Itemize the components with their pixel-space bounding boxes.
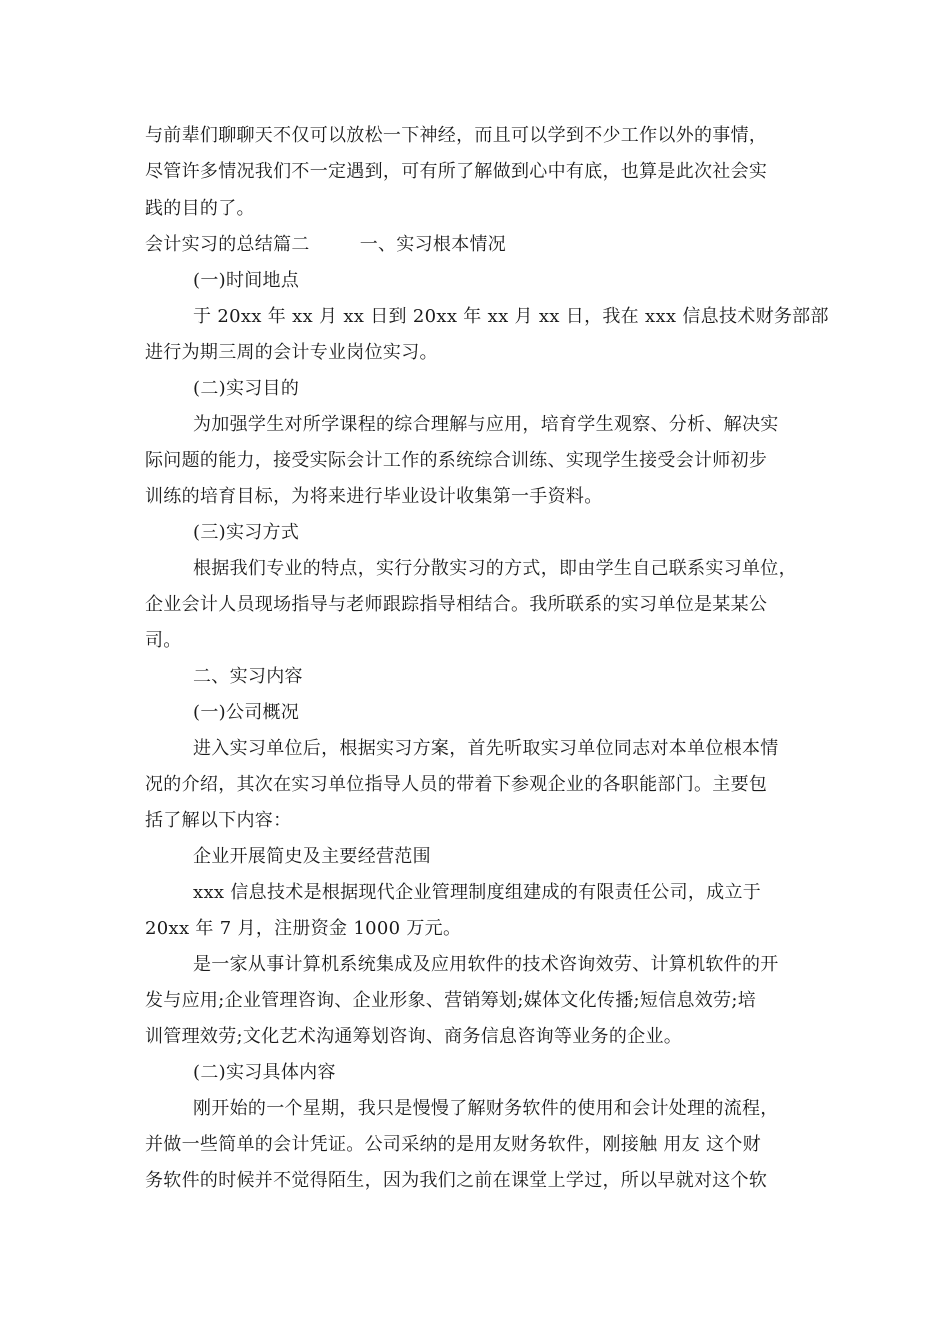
text-line: 为加强学生对所学课程的综合理解与应用，培育学生观察、分析、解决实 [193,414,779,435]
section-heading: 二、实习内容 [193,666,303,687]
text-line: 际问题的能力，接受实际会计工作的系统综合训练、实现学生接受会计师初步 [145,450,768,471]
text-line: 并做一些简单的会计凭证。公司采纳的是用友财务软件，刚接触 用友 这个财 [145,1134,761,1155]
subsection-heading: (三)实习方式 [193,522,300,543]
text-line: 20xx 年 7 月，注册资金 1000 万元。 [145,918,462,939]
article-title: 会计实习的总结篇二 [145,234,310,255]
text-line: 于 20xx 年 xx 月 xx 日到 20xx 年 xx 月 xx 日，我在 xxx 信息技术财务部部 [193,306,829,327]
text-line: 根据我们专业的特点，实行分散实习的方式，即由学生自己联系实习单位， [193,558,797,579]
subsection-heading: (二)实习目的 [193,378,300,399]
text-line: 括了解以下内容： [145,810,292,831]
text-line: 务软件的时候并不觉得陌生，因为我们之前在课堂上学过，所以早就对这个软 [145,1170,768,1191]
text-line: 尽管许多情况我们不一定遇到，可有所了解做到心中有底，也算是此次社会实 [145,161,768,182]
text-line: 企业会计人员现场指导与老师跟踪指导相结合。我所联系的实习单位是某某公 [145,594,768,615]
text-line: 训练的培育目标，为将来进行毕业设计收集第一手资料。 [145,486,603,507]
text-line: 况的介绍，其次在实习单位指导人员的带着下参观企业的各职能部门。主要包 [145,774,768,795]
text-line: 企业开展简史及主要经营范围 [193,846,431,867]
text-line: 发与应用;企业管理咨询、企业形象、营销筹划;媒体文化传播;短信息效劳;培 [145,990,757,1011]
subsection-heading: (一)公司概况 [193,702,300,723]
subsection-heading: (一)时间地点 [193,270,300,291]
text-line: 进行为期三周的会计专业岗位实习。 [145,342,438,363]
subsection-heading: (二)实习具体内容 [193,1062,336,1083]
text-line: 训管理效劳;文化艺术沟通筹划咨询、商务信息咨询等业务的企业。 [145,1026,683,1047]
text-line: 司。 [145,630,182,651]
text-line: 是一家从事计算机系统集成及应用软件的技术咨询效劳、计算机软件的开 [193,954,779,975]
text-line: 刚开始的一个星期，我只是慢慢了解财务软件的使用和会计处理的流程， [193,1098,779,1119]
section-heading: 一、实习根本情况 [359,234,507,255]
text-line: 践的目的了。 [145,198,255,219]
text-line: xxx 信息技术是根据现代企业管理制度组建成的有限责任公司，成立于 [193,882,762,903]
section-heading-line [145,233,506,257]
text-line: 与前辈们聊聊天不仅可以放松一下神经，而且可以学到不少工作以外的事情， [145,125,768,146]
text-line: 进入实习单位后，根据实习方案，首先听取实习单位同志对本单位根本情 [193,738,779,759]
